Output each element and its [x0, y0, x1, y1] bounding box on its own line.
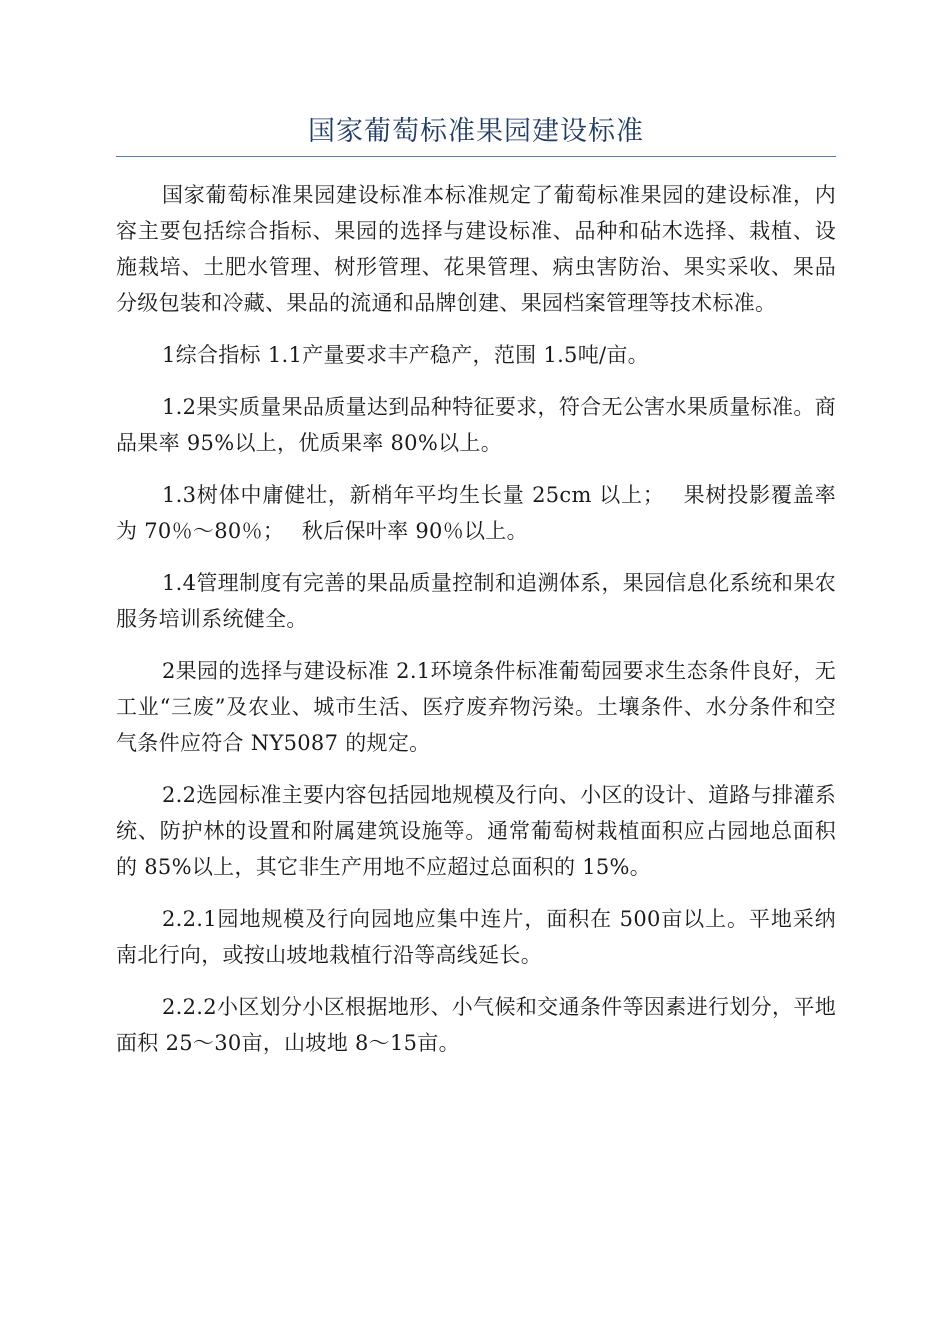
paragraph-1-1: 1综合指标 1.1产量要求丰产稳产，范围 1.5吨/亩。: [162, 343, 649, 367]
paragraph-2-1: 2果园的选择与建设标准 2.1环境条件标准葡萄园要求生态条件良好，无工业“三废”及农业、城市生活、医疗废弃物污染。土壤条件、水分条件和空气条件应符合 NY5087 的规定。: [116, 659, 836, 755]
paragraph-2-2: 2.2选园标准主要内容包括园地规模及行向、小区的设计、道路与排灌系统、防护林的设置和附属建筑设施等。通常葡萄树栽植面积应占园地总面积的 85%以上，其它非生产用地不应超过总面积的 15%。: [116, 783, 836, 879]
paragraph-intro: 国家葡萄标准果园建设标准本标准规定了葡萄标准果园的建设标准，内容主要包括综合指标、果园的选择与建设标准、品种和砧木选择、栽植、设施栽培、土肥水管理、树形管理、花果管理、病虫害防治、果实采收、果品分级包装和冷藏、果品的流通和品牌创建、果园档案管理等技术标准。: [116, 183, 836, 315]
paragraph-1-4: 1.4管理制度有完善的果品质量控制和追溯体系，果园信息化系统和果农服务培训系统健全。: [116, 571, 836, 631]
paragraph-1-2: 1.2果实质量果品质量达到品种特征要求，符合无公害水果质量标准。商品果率 95%以上，优质果率 80%以上。: [116, 395, 836, 455]
paragraph-2-2-2: 2.2.2小区划分小区根据地形、小气候和交通条件等因素进行划分，平地面积 25～30亩，山坡地 8～15亩。: [116, 995, 836, 1055]
document-body: [116, 177, 836, 1061]
document-page: [116, 110, 836, 1077]
paragraph-1-3: 1.3树体中庸健壮，新梢年平均生长量 25cm 以上； 果树投影覆盖率为 70％～80％； 秋后保叶率 90％以上。: [116, 483, 836, 543]
paragraph-2-2-1: 2.2.1园地规模及行向园地应集中连片，面积在 500亩以上。平地采纳南北行向，或按山坡地栽植行沿等高线延长。: [116, 907, 836, 967]
document-title: 国家葡萄标准果园建设标准: [116, 110, 836, 157]
